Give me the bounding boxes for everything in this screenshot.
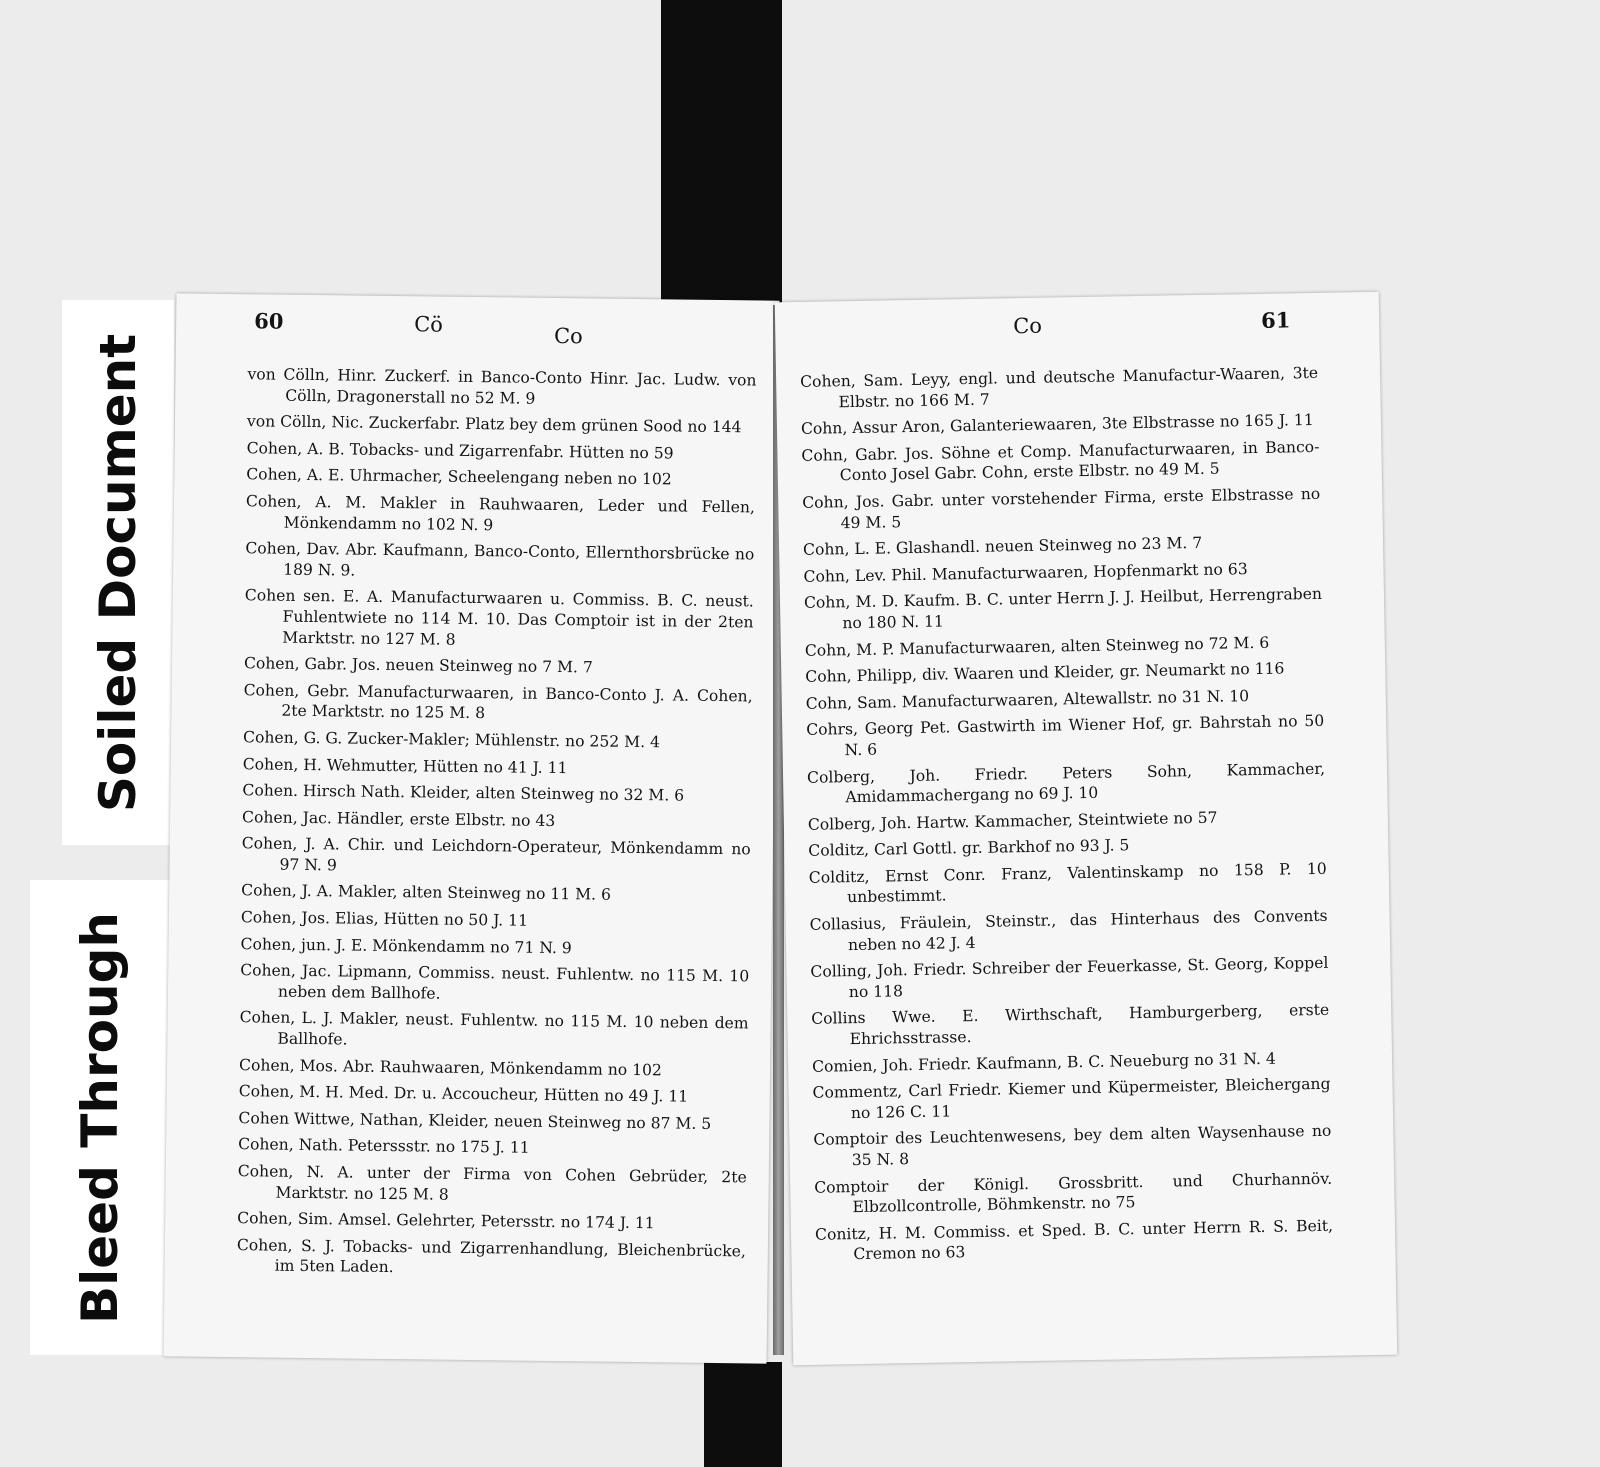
directory-entry: Cohn, Gabr. Jos. Söhne et Comp. Manufacturwaaren, in Banco-Conto Josel Gabr. Cohn, erste Elbstr. no 49 M. 5 [801,437,1320,485]
directory-entry: Cohn, Jos. Gabr. unter vorstehender Firma, erste Elbstrasse no 49 M. 5 [802,484,1321,532]
directory-entry: Cohen, A. M. Makler in Rauhwaaren, Leder und Fellen, Mönkendamm no 102 N. 9 [245,492,756,534]
directory-entry: Cohn, L. E. Glashandl. neuen Steinweg no 23 M. 7 [802,534,1203,560]
directory-entry: Cohen, Dav. Abr. Kaufmann, Banco-Conto, Ellernthorsbrücke no 189 N. 9. [245,539,755,580]
directory-entry: Cohen, Mos. Abr. Rauhwaaren, Mönkendamm no 102 [238,1055,663,1079]
directory-entry: Cohen, A. E. Uhrmacher, Scheelengang neben no 102 [246,465,672,489]
directory-entry: Cohen. Hirsch Nath. Kleider, alten Steinweg no 32 M. 6 [242,781,685,805]
directory-entry: Cohen, jun. J. E. Mönkendamm no 71 N. 9 [240,934,572,957]
bleed-through-text: Bleed Through [71,911,129,1324]
right-directory-list [800,363,1334,1272]
directory-entry: Comptoir des Leuchtenwesens, bey dem alten Waysenhause no 35 N. 8 [813,1122,1332,1170]
right-header-mark-co: Co [1013,313,1043,339]
directory-entry: Cohen, Nath. Peterssstr. no 175 J. 11 [238,1135,530,1158]
directory-entry: Cohen, Jac. Lipmann, Commiss. neust. Fuhlentw. no 115 M. 10 neben dem Ballhofe. [240,961,750,1003]
directory-entry: Cohen, J. A. Chir. und Leichdorn-Operateur, Mönkendamm no 97 N. 9 [241,834,751,875]
bleed-through-label [30,880,170,1355]
directory-entry: Colditz, Ernst Conr. Franz, Valentinskamp no 158 P. 10 unbestimmt. [808,859,1327,907]
right-page-number: 61 [1260,307,1291,333]
directory-entry: Cohen, Sam. Leyy, engl. und deutsche Manufactur-Waaren, 3te Elbstr. no 166 M. 7 [800,363,1319,411]
right-page [775,292,1397,1365]
directory-entry: Cohen, J. A. Makler, alten Steinweg no 11 M. 6 [241,881,612,905]
directory-entry: Cohen, A. B. Tobacks- und Zigarrenfabr. Hütten no 59 [246,439,674,463]
bottom-binding-strap [704,1362,782,1467]
left-page-header [176,307,779,354]
directory-entry: Cohen sen. E. A. Manufacturwaaren u. Commiss. B. C. neust. Fuhlentwiete no 114 M. 10. Das Comptoir ist in der 2ten Marktstr. no 127 M. 8 [244,586,754,649]
directory-entry: Cohrs, Georg Pet. Gastwirth im Wiener Hof, gr. Bahrstah no 50 N. 6 [806,712,1325,760]
directory-entry: Colberg, Joh. Friedr. Peters Sohn, Kammacher, Amidammachergang no 69 J. 10 [806,759,1326,807]
directory-entry: Cohen, M. H. Med. Dr. u. Accoucheur, Hütten no 49 J. 11 [238,1082,689,1106]
directory-entry: Cohn, Philipp, div. Waaren und Kleider, gr. Neumarkt no 116 [805,659,1285,686]
directory-entry: Colling, Joh. Friedr. Schreiber der Feuerkasse, St. Georg, Koppel no 118 [810,954,1329,1002]
directory-entry: Cohn, M. D. Kaufm. B. C. unter Herrn J. J. Heilbut, Herrengraben no 180 N. 11 [803,585,1323,633]
directory-entry: Cohn, Lev. Phil. Manufacturwaaren, Hopfenmarkt no 63 [803,559,1248,586]
directory-entry: Collins Wwe. E. Wirthschaft, Hamburgerberg, erste Ehrichsstrasse. [811,1001,1330,1049]
left-directory-list [236,364,756,1288]
directory-entry: Cohen, Gebr. Manufacturwaaren, in Banco-Conto J. A. Cohen, 2te Marktstr. no 125 M. 8 [243,680,753,723]
directory-entry: Cohen Wittwe, Nathan, Kleider, neuen Steinweg no 87 M. 5 [238,1108,712,1133]
directory-entry: Conitz, H. M. Commiss. et Sped. B. C. unter Herrn R. S. Beit, Cremon no 63 [814,1216,1334,1264]
soiled-document-text: Soiled Document [89,333,148,812]
directory-entry: Cohen, L. J. Makler, neust. Fuhlentw. no 115 M. 10 neben dem Ballhofe. [239,1008,749,1049]
directory-entry: Cohen, Sim. Amsel. Gelehrter, Petersstr. no 174 J. 11 [237,1209,655,1233]
directory-entry: Cohen, H. Wehmutter, Hütten no 41 J. 11 [242,754,568,777]
top-binding-strap [661,0,782,305]
directory-entry: Collasius, Fräulein, Steinstr., das Hinterhaus des Convents neben no 42 J. 4 [809,906,1328,954]
left-page-number: 60 [254,308,284,334]
directory-entry: Colberg, Joh. Hartw. Kammacher, Steintwiete no 57 [807,808,1218,834]
directory-entry: Commentz, Carl Friedr. Kiemer und Küpermeister, Bleichergang no 126 C. 11 [812,1074,1331,1122]
left-header-mark-co-umlaut: Cö [414,312,444,337]
directory-entry: von Cölln, Hinr. Zuckerf. in Banco-Conto Hinr. Jac. Ludw. von Cölln, Dragonerstall no 52 M. 9 [247,365,757,408]
soiled-document-label [62,300,174,845]
directory-entry: Comptoir der Königl. Grossbritt. und Churhannöv. Elbzollcontrolle, Böhmkenstr. no 75 [814,1169,1333,1217]
directory-entry: Cohen, Jac. Händler, erste Elbstr. no 43 [242,807,556,830]
left-page [164,293,780,1363]
directory-entry: Cohen, S. J. Tobacks- und Zigarrenhandlung, Bleichenbrücke, im 5ten Laden. [236,1235,746,1277]
directory-entry: von Cölln, Nic. Zuckerfabr. Platz bey dem grünen Sood no 144 [246,412,742,437]
left-header-mark-co: Co [553,323,583,349]
directory-entry: Comien, Joh. Friedr. Kaufmann, B. C. Neueburg no 31 N. 4 [811,1049,1276,1076]
directory-entry: Colditz, Carl Gottl. gr. Barkhof no 93 J. 5 [808,836,1130,861]
directory-entry: Cohen, N. A. unter der Firma von Cohen Gebrüder, 2te Marktstr. no 125 M. 8 [237,1162,747,1204]
directory-entry: Cohen, Jos. Elias, Hütten no 50 J. 11 [240,908,529,930]
directory-entry: Cohen, G. G. Zucker-Makler; Mühlenstr. no 252 M. 4 [242,728,661,752]
directory-entry: Cohen, Gabr. Jos. neuen Steinweg no 7 M. 7 [243,654,593,677]
right-page-header [775,306,1380,357]
directory-entry: Cohn, M. P. Manufacturwaaren, alten Steinweg no 72 M. 6 [804,633,1270,660]
directory-entry: Cohn, Sam. Manufacturwaaren, Altewallstr. no 31 N. 10 [805,686,1250,713]
directory-entry: Cohn, Assur Aron, Galanteriewaaren, 3te Elbstrasse no 165 J. 11 [800,411,1314,439]
